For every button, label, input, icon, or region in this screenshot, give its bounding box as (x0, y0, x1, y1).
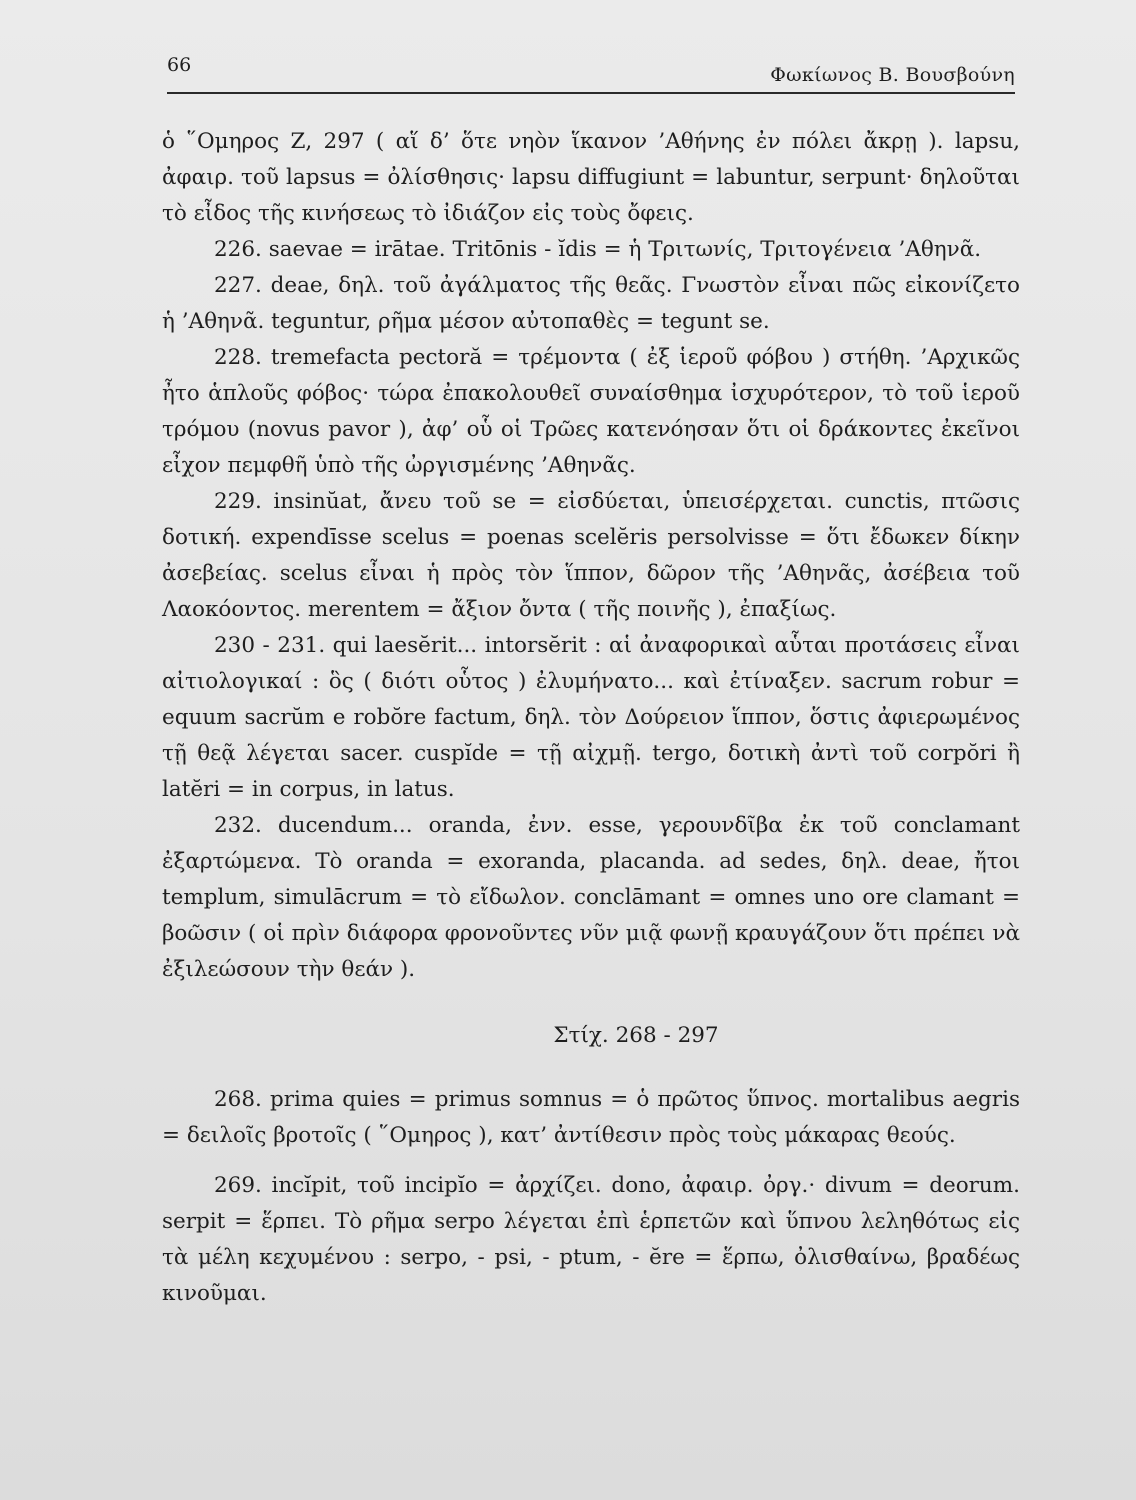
running-head: Φωκίωνος Β. Βουσβούνη (770, 64, 1015, 86)
page-body (162, 124, 1020, 1312)
paragraph-229: 229. insinŭat, ἄνευ τοῦ se = εἰσδύεται, ὑπεισέρχεται. cunctis, πτῶσις δοτική. expendīsse scelus = poenas scelĕris persolvisse = ὅτι ἔδωκεν δίκην ἀσεβείας. scelus εἶναι ἡ πρὸς τὸν ἵππον, δῶρον τῆς ’Αθηνᾶς, ἀσέβεια τοῦ Λαοκόοντος. merentem = ἄξιον ὄντα ( τῆς ποινῆς ), ἐπαξίως. (162, 489, 1020, 622)
paragraph-269: 269. incĭpit, τοῦ incipĭo = ἀρχίζει. dono, ἀφαιρ. ὀργ.· divum = deorum. serpit = ἕρπει. Τὸ ρῆμα serpo λέγεται ἐπὶ ἑρπετῶν καὶ ὕπνου λεληθότως εἰς τὰ μέλη κεχυμένου : serpo, - psi, - ptum, - ĕre = ἕρπω, ὀλισθαίνω, βραδέως κινοῦμαι. (162, 1173, 1020, 1306)
paragraph-intro: ὁ ῞Ομηρος Ζ, 297 ( αἵ δ’ ὅτε νηὸν ἵκανον ’Αθήνης ἐν πόλει ἄκρῃ ). lapsu, ἀφαιρ. τοῦ lapsus = ὀλίσθησις· lapsu diffugiunt = labuntur, serpunt· δηλοῦται τὸ εἶδος τῆς κινήσεως τὸ ἰδιάζον εἰς τοὺς ὄφεις. (162, 129, 1020, 226)
paragraph-230-231: 230 - 231. qui laesĕrit... intorsĕrit : αἱ ἀναφορικαὶ αὗται προτάσεις εἶναι αἰτιολογικαί : ὃς ( διότι οὗτος ) ἐλυμήνατο... καὶ ἐτίναξεν. sacrum robur = equum sacrŭm e robŏre factum, δηλ. τὸν Δούρειον ἵππον, ὅστις ἀφιερωμένος τῇ θεᾷ λέγεται sacer. cuspĭde = τῇ αἰχμῇ. tergo, δοτικὴ ἀντὶ τοῦ corpŏri ἢ latĕri = in corpus, in latus. (162, 633, 1020, 802)
paragraph-228: 228. tremefacta pectoră = τρέμοντα ( ἐξ ἱεροῦ φόβου ) στήθη. ’Αρχικῶς ἦτο ἁπλοῦς φόβος· τώρα ἐπακολουθεῖ συναίσθημα ἰσχυρότερον, τὸ τοῦ ἱεροῦ τρόμου (novus pavor ), ἀφ’ οὗ οἱ Τρῶες κατενόησαν ὅτι οἱ δράκοντες ἐκεῖνοι εἶχον πεμφθῆ ὑπὸ τῆς ὠργισμένης ’Αθηνᾶς. (162, 345, 1020, 478)
paragraph-226: 226. saevae = irātae. Tritōnis - ĭdis = ἡ Τριτωνίς, Τριτογένεια ’Αθηνᾶ. (214, 237, 982, 262)
section-heading: Στίχ. 268 - 297 (553, 1023, 719, 1048)
paragraph-gap (162, 1154, 1020, 1168)
paragraph-232: 232. ducendum... oranda, ἐνν. esse, γερουνδῖβα ἐκ τοῦ conclamant ἐξαρτώμενα. Τὸ oranda = exoranda, placanda. ad sedes, δηλ. deae, ἤτοι templum, simulācrum = τὸ εἴδωλον. conclāmant = omnes uno ore clamant = βοῶσιν ( οἱ πρὶν διάφορα φρονοῦντες νῦν μιᾷ φωνῇ κραυγάζουν ὅτι πρέπει νὰ ἐξιλεώσουν τὴν θεάν ). (162, 813, 1020, 982)
page-header (167, 48, 1015, 94)
page-number: 66 (167, 54, 192, 76)
paragraph-268: 268. prima quies = primus somnus = ὁ πρῶτος ὕπνος. mortalibus aegris = δειλοῖς βροτοῖς ( ῞Ομηρος ), κατ’ ἀντίθεσιν πρὸς τοὺς μάκαρας θεούς. (162, 1087, 1020, 1148)
paragraph-227: 227. deae, δηλ. τοῦ ἀγάλματος τῆς θεᾶς. Γνωστὸν εἶναι πῶς εἰκονίζετο ἡ ’Αθηνᾶ. teguntur, ρῆμα μέσον αὐτοπαθὲς = tegunt se. (162, 273, 1020, 334)
